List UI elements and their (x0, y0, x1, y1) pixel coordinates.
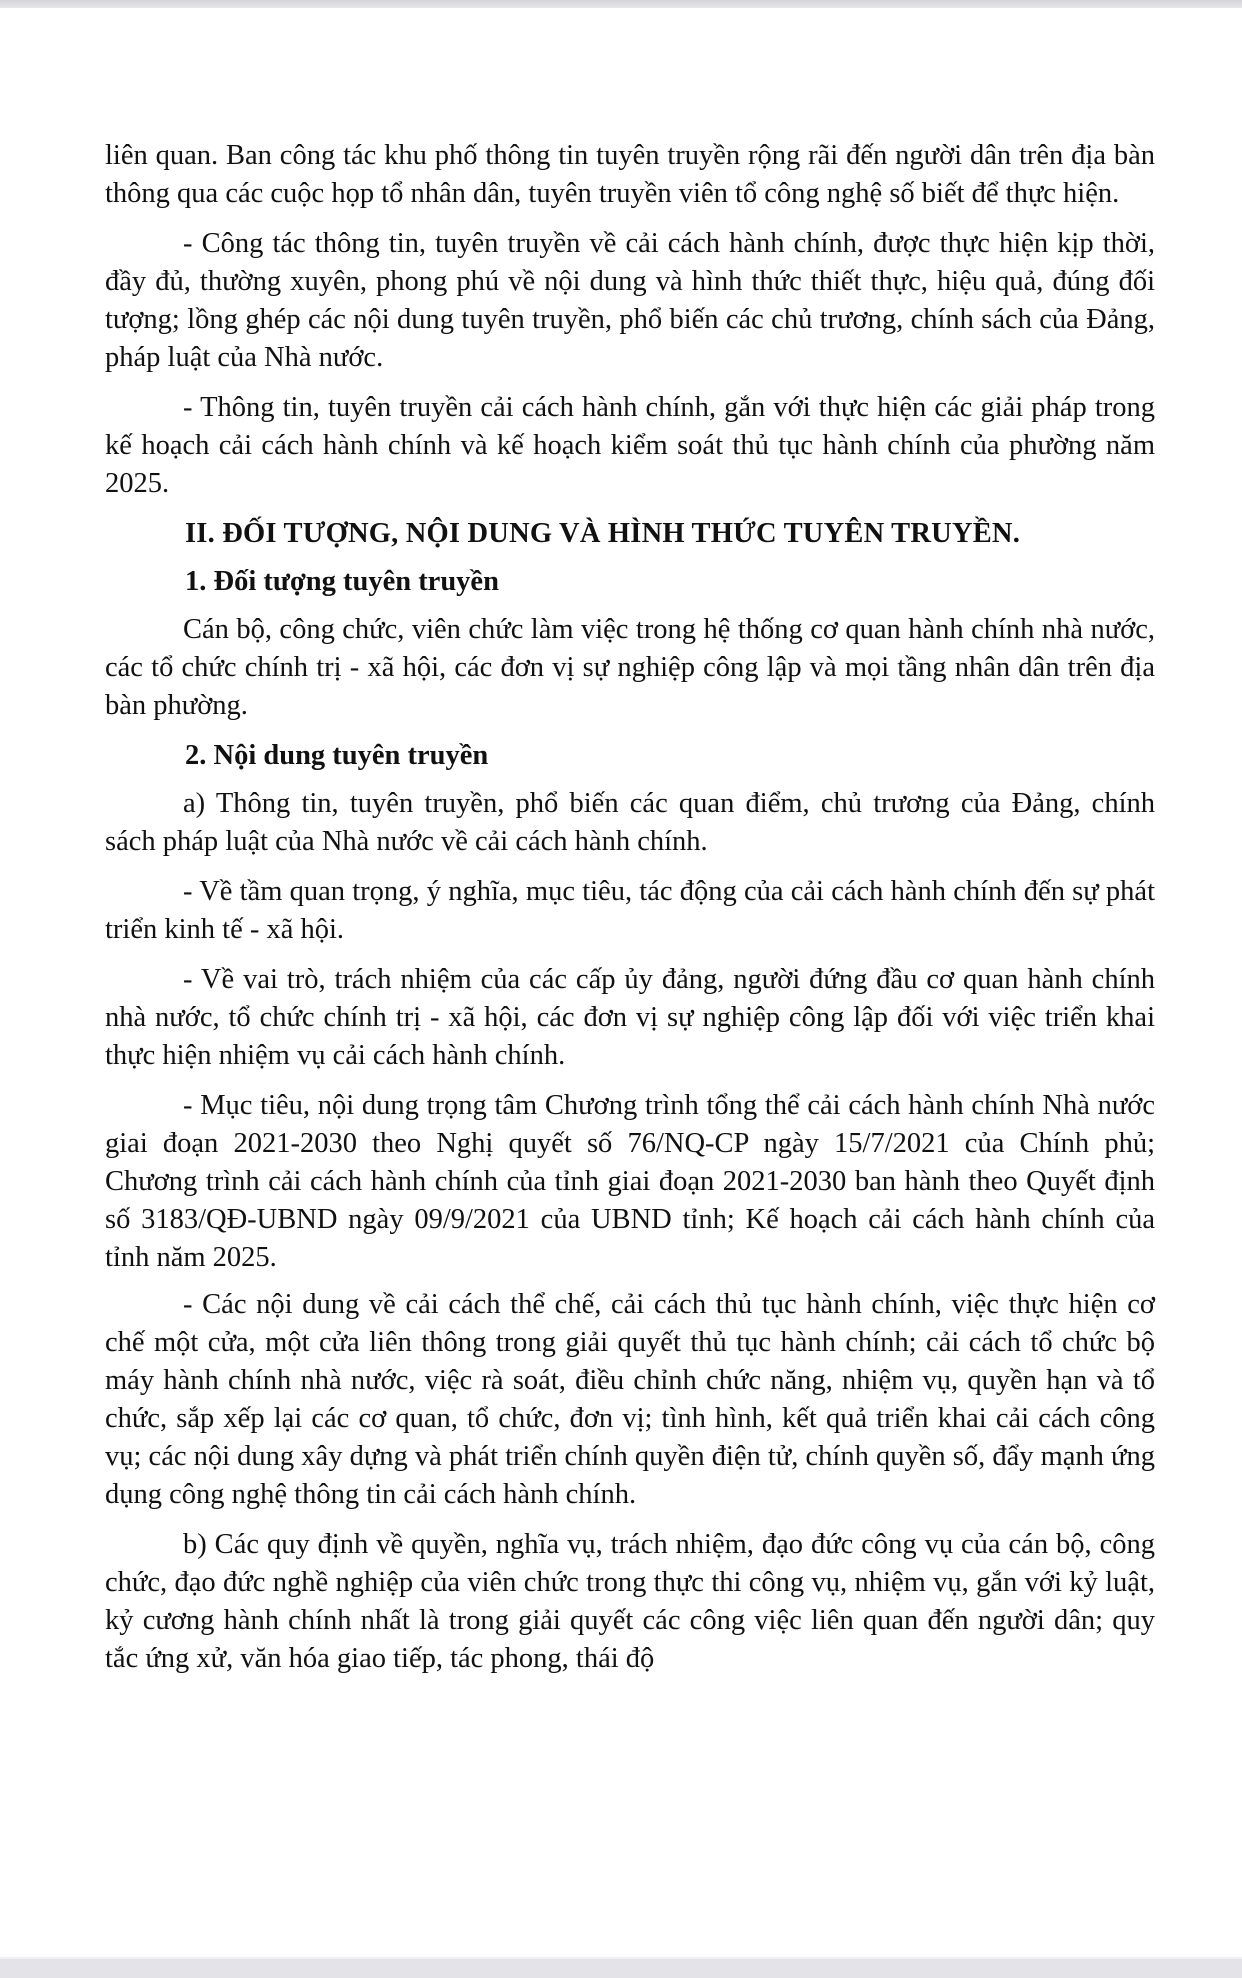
paragraph-continuation: liên quan. Ban công tác khu phố thông tin tuyên truyền rộng rãi đến người dân trên địa bàn thông qua các cuộc họp tổ nhân dân, tuyên truyền viên tổ công nghệ số biết để thực hiện. (105, 140, 1155, 209)
viewer-bottom-bar (0, 1957, 1242, 1978)
viewer-top-bar (0, 0, 1242, 8)
paragraph-communication-solutions: - Thông tin, tuyên truyền cải cách hành chính, gắn với thực hiện các giải pháp trong kế hoạch cải cách hành chính và kế hoạch kiểm soát thủ tục hành chính của phường năm 2025. (105, 392, 1155, 499)
subheading-content: 2. Nội dung tuyên truyền (185, 740, 489, 771)
paragraph-program-goals: - Mục tiêu, nội dung trọng tâm Chương trình tổng thể cải cách hành chính Nhà nước giai đoạn 2021-2030 theo Nghị quyết số 76/NQ-CP ngày 15/7/2021 của Chính phủ; Chương trình cải cách hành chính của tỉnh giai đoạn 2021-2030 ban hành theo Quyết định số 3183/QĐ-UBND ngày 09/9/2021 của UBND tỉnh; Kế hoạch cải cách hành chính của tỉnh năm 2025. (105, 1090, 1155, 1273)
section-heading-ii: II. ĐỐI TƯỢNG, NỘI DUNG VÀ HÌNH THỨC TUYÊN TRUYỀN. (185, 518, 1021, 549)
document-page (105, 137, 1155, 1690)
paragraph-reform-content: - Các nội dung về cải cách thể chế, cải cách thủ tục hành chính, việc thực hiện cơ chế một cửa, một cửa liên thông trong giải quyết thủ tục hành chính; cải cách tổ chức bộ máy hành chính nhà nước, việc rà soát, điều chỉnh chức năng, nhiệm vụ, quyền hạn và tổ chức, sắp xếp lại các cơ quan, tổ chức, đơn vị; tình hình, kết quả triển khai cải cách công vụ; các nội dung xây dựng và phát triển chính quyền điện tử, chính quyền số, đẩy mạnh ứng dụng công nghệ thông tin cải cách hành chính. (105, 1289, 1155, 1510)
paragraph-communication-work: - Công tác thông tin, tuyên truyền về cải cách hành chính, được thực hiện kịp thời, đầy đủ, thường xuyên, phong phú về nội dung và hình thức thiết thực, hiệu quả, đúng đối tượng; lồng ghép các nội dung tuyên truyền, phổ biến các chủ trương, chính sách của Đảng, pháp luật của Nhà nước. (105, 228, 1155, 373)
paragraph-audience: Cán bộ, công chức, viên chức làm việc trong hệ thống cơ quan hành chính nhà nước, các tổ chức chính trị - xã hội, các đơn vị sự nghiệp công lập và mọi tầng nhân dân trên địa bàn phường. (105, 614, 1155, 721)
subheading-audience: 1. Đối tượng tuyên truyền (185, 566, 499, 597)
paragraph-importance: - Về tầm quan trọng, ý nghĩa, mục tiêu, tác động của cải cách hành chính đến sự phát triển kinh tế - xã hội. (105, 876, 1155, 945)
paragraph-item-a: a) Thông tin, tuyên truyền, phổ biến các quan điểm, chủ trương của Đảng, chính sách pháp luật của Nhà nước về cải cách hành chính. (105, 788, 1155, 857)
paragraph-roles: - Về vai trò, trách nhiệm của các cấp ủy đảng, người đứng đầu cơ quan hành chính nhà nước, tổ chức chính trị - xã hội, các đơn vị sự nghiệp công lập đối với việc triển khai thực hiện nhiệm vụ cải cách hành chính. (105, 964, 1155, 1071)
paragraph-item-b: b) Các quy định về quyền, nghĩa vụ, trách nhiệm, đạo đức công vụ của cán bộ, công chức, đạo đức nghề nghiệp của viên chức trong thực thi công vụ, nhiệm vụ, gắn với kỷ luật, kỷ cương hành chính nhất là trong giải quyết các công việc liên quan đến người dân; quy tắc ứng xử, văn hóa giao tiếp, tác phong, thái độ (105, 1529, 1155, 1674)
